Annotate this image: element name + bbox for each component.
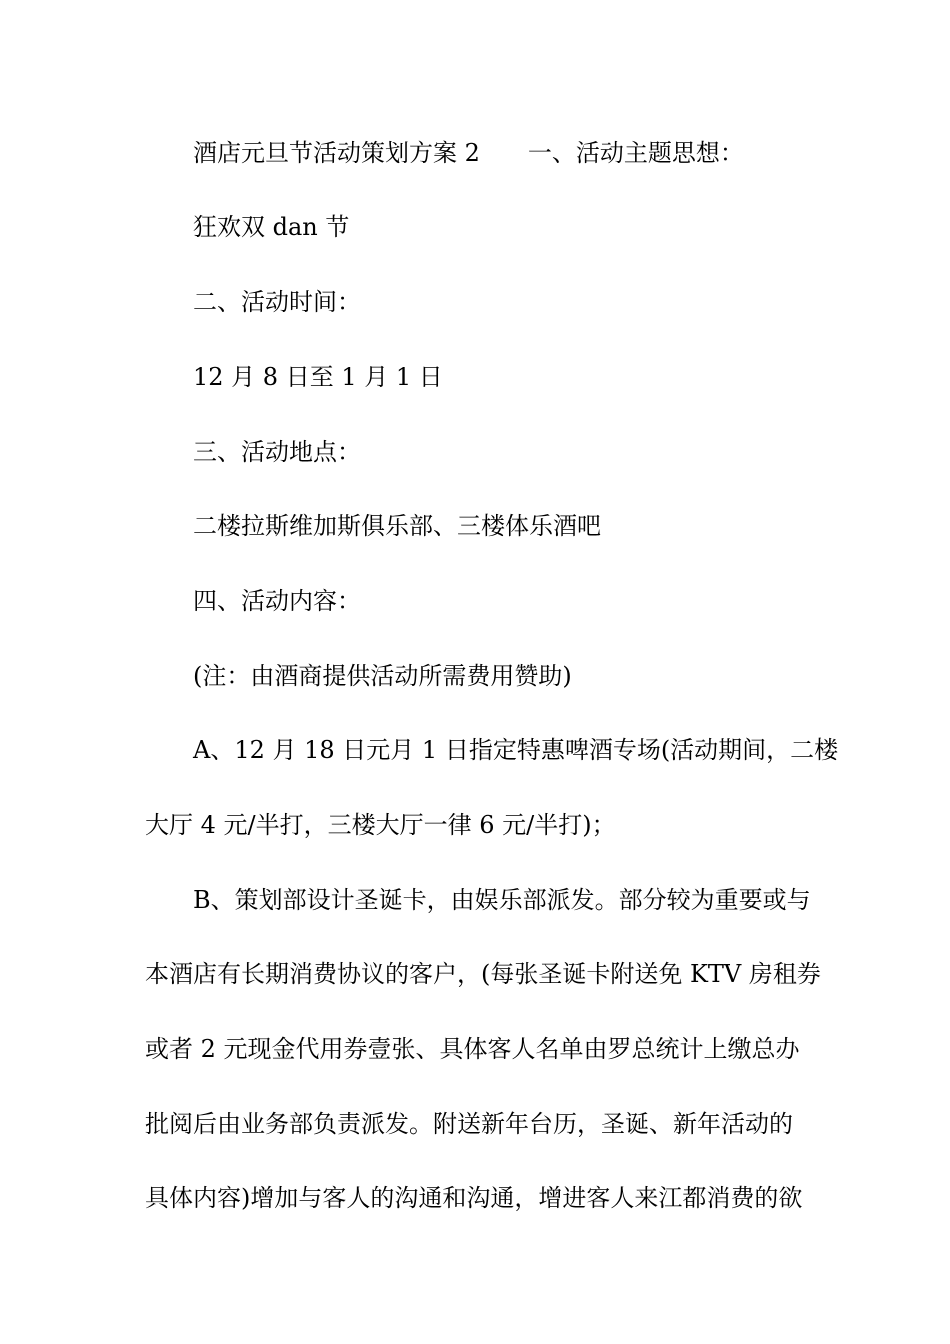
body-line: B、策划部设计圣诞卡，由娱乐部派发。部分较为重要或与 xyxy=(193,886,811,914)
section-2-heading: 二、活动时间： xyxy=(193,288,361,316)
title-line xyxy=(193,137,744,169)
section-3-content: 二楼拉斯维加斯俱乐部、三楼体乐酒吧 xyxy=(193,512,601,540)
body-line: 或者 2 元现金代用券壹张、具体客人名单由罗总统计上缴总办 xyxy=(145,1035,800,1063)
body-line: A、12 月 18 日元月 1 日指定特惠啤酒专场(活动期间，二楼 xyxy=(193,736,839,764)
body-line: 大厅 4 元/半打，三楼大厅一律 6 元/半打)； xyxy=(145,811,616,839)
section-4-heading: 四、活动内容： xyxy=(193,587,361,615)
section-1-heading: 一、活动主题思想： xyxy=(527,139,744,167)
body-line: 批阅后由业务部负责派发。附送新年台历，圣诞、新年活动的 xyxy=(145,1110,793,1138)
section-2-content: 12 月 8 日至 1 月 1 日 xyxy=(193,363,443,391)
body-line: 具体内容)增加与客人的沟通和沟通，增进客人来江都消费的欲 xyxy=(145,1184,803,1212)
document-title: 酒店元旦节活动策划方案 2 xyxy=(193,139,480,167)
body-line: 本酒店有长期消费协议的客户，(每张圣诞卡附送免 KTV 房租券 xyxy=(145,960,821,988)
section-4-note: (注：由酒商提供活动所需费用赞助) xyxy=(193,662,572,690)
section-1-content: 狂欢双 dan 节 xyxy=(193,213,350,241)
section-3-heading: 三、活动地点： xyxy=(193,438,361,466)
